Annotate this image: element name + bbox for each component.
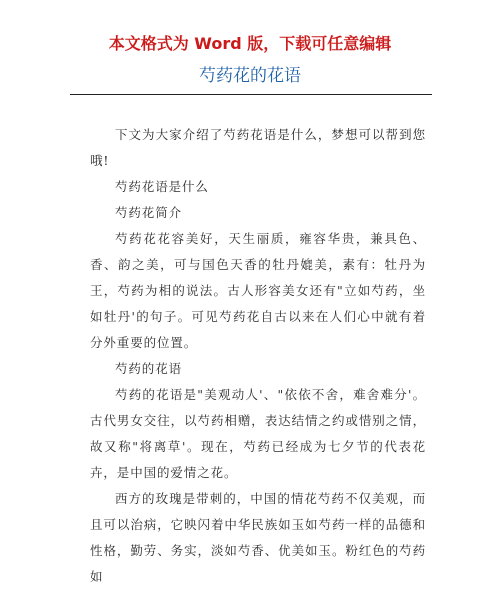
paragraph-west: 西方的玫瑰是带刺的，中国的情花芍药不仅美观，而且可以治病，它映闪着中华民族如玉如芍药一样的品德和性格，勤劳、务实，淡如芍香、优美如玉。粉红色的芍药如 bbox=[90, 491, 426, 584]
paragraph-description: 芍药花花容美好，天生丽质，雍容华贵，兼具色、香、韵之美，可与国色天香的牡丹媲美，素有：牡丹为王，芍药为相的说法。古人形容美女还有"立如芍药，坐如牡丹'的句子。可见芍药花自古以来在人们心中就有着分外重要的位置。 bbox=[90, 231, 426, 350]
section-heading-meaning: 芍药的花语 bbox=[115, 361, 183, 376]
format-notice: 本文格式为 Word 版，下载可任意编辑 bbox=[108, 34, 392, 53]
intro-paragraph: 下文为大家介绍了芍药花语是什么，梦想可以帮到您哦! bbox=[90, 127, 426, 168]
title-divider bbox=[70, 94, 432, 95]
section-heading-intro: 芍药花简介 bbox=[115, 205, 183, 220]
document-title: 芍药花的花语 bbox=[199, 66, 301, 86]
document-body bbox=[90, 122, 426, 590]
section-heading-what: 芍药花语是什么 bbox=[115, 179, 209, 194]
paragraph-meaning: 芍药的花语是"美观动人'、"依依不舍，难舍难分'。古代男女交往，以芍药相赠，表达结情之约或惜别之情，故又称"将离草'。现在，芍药已经成为七夕节的代表花卉，是中国的爱情之花。 bbox=[90, 387, 426, 480]
